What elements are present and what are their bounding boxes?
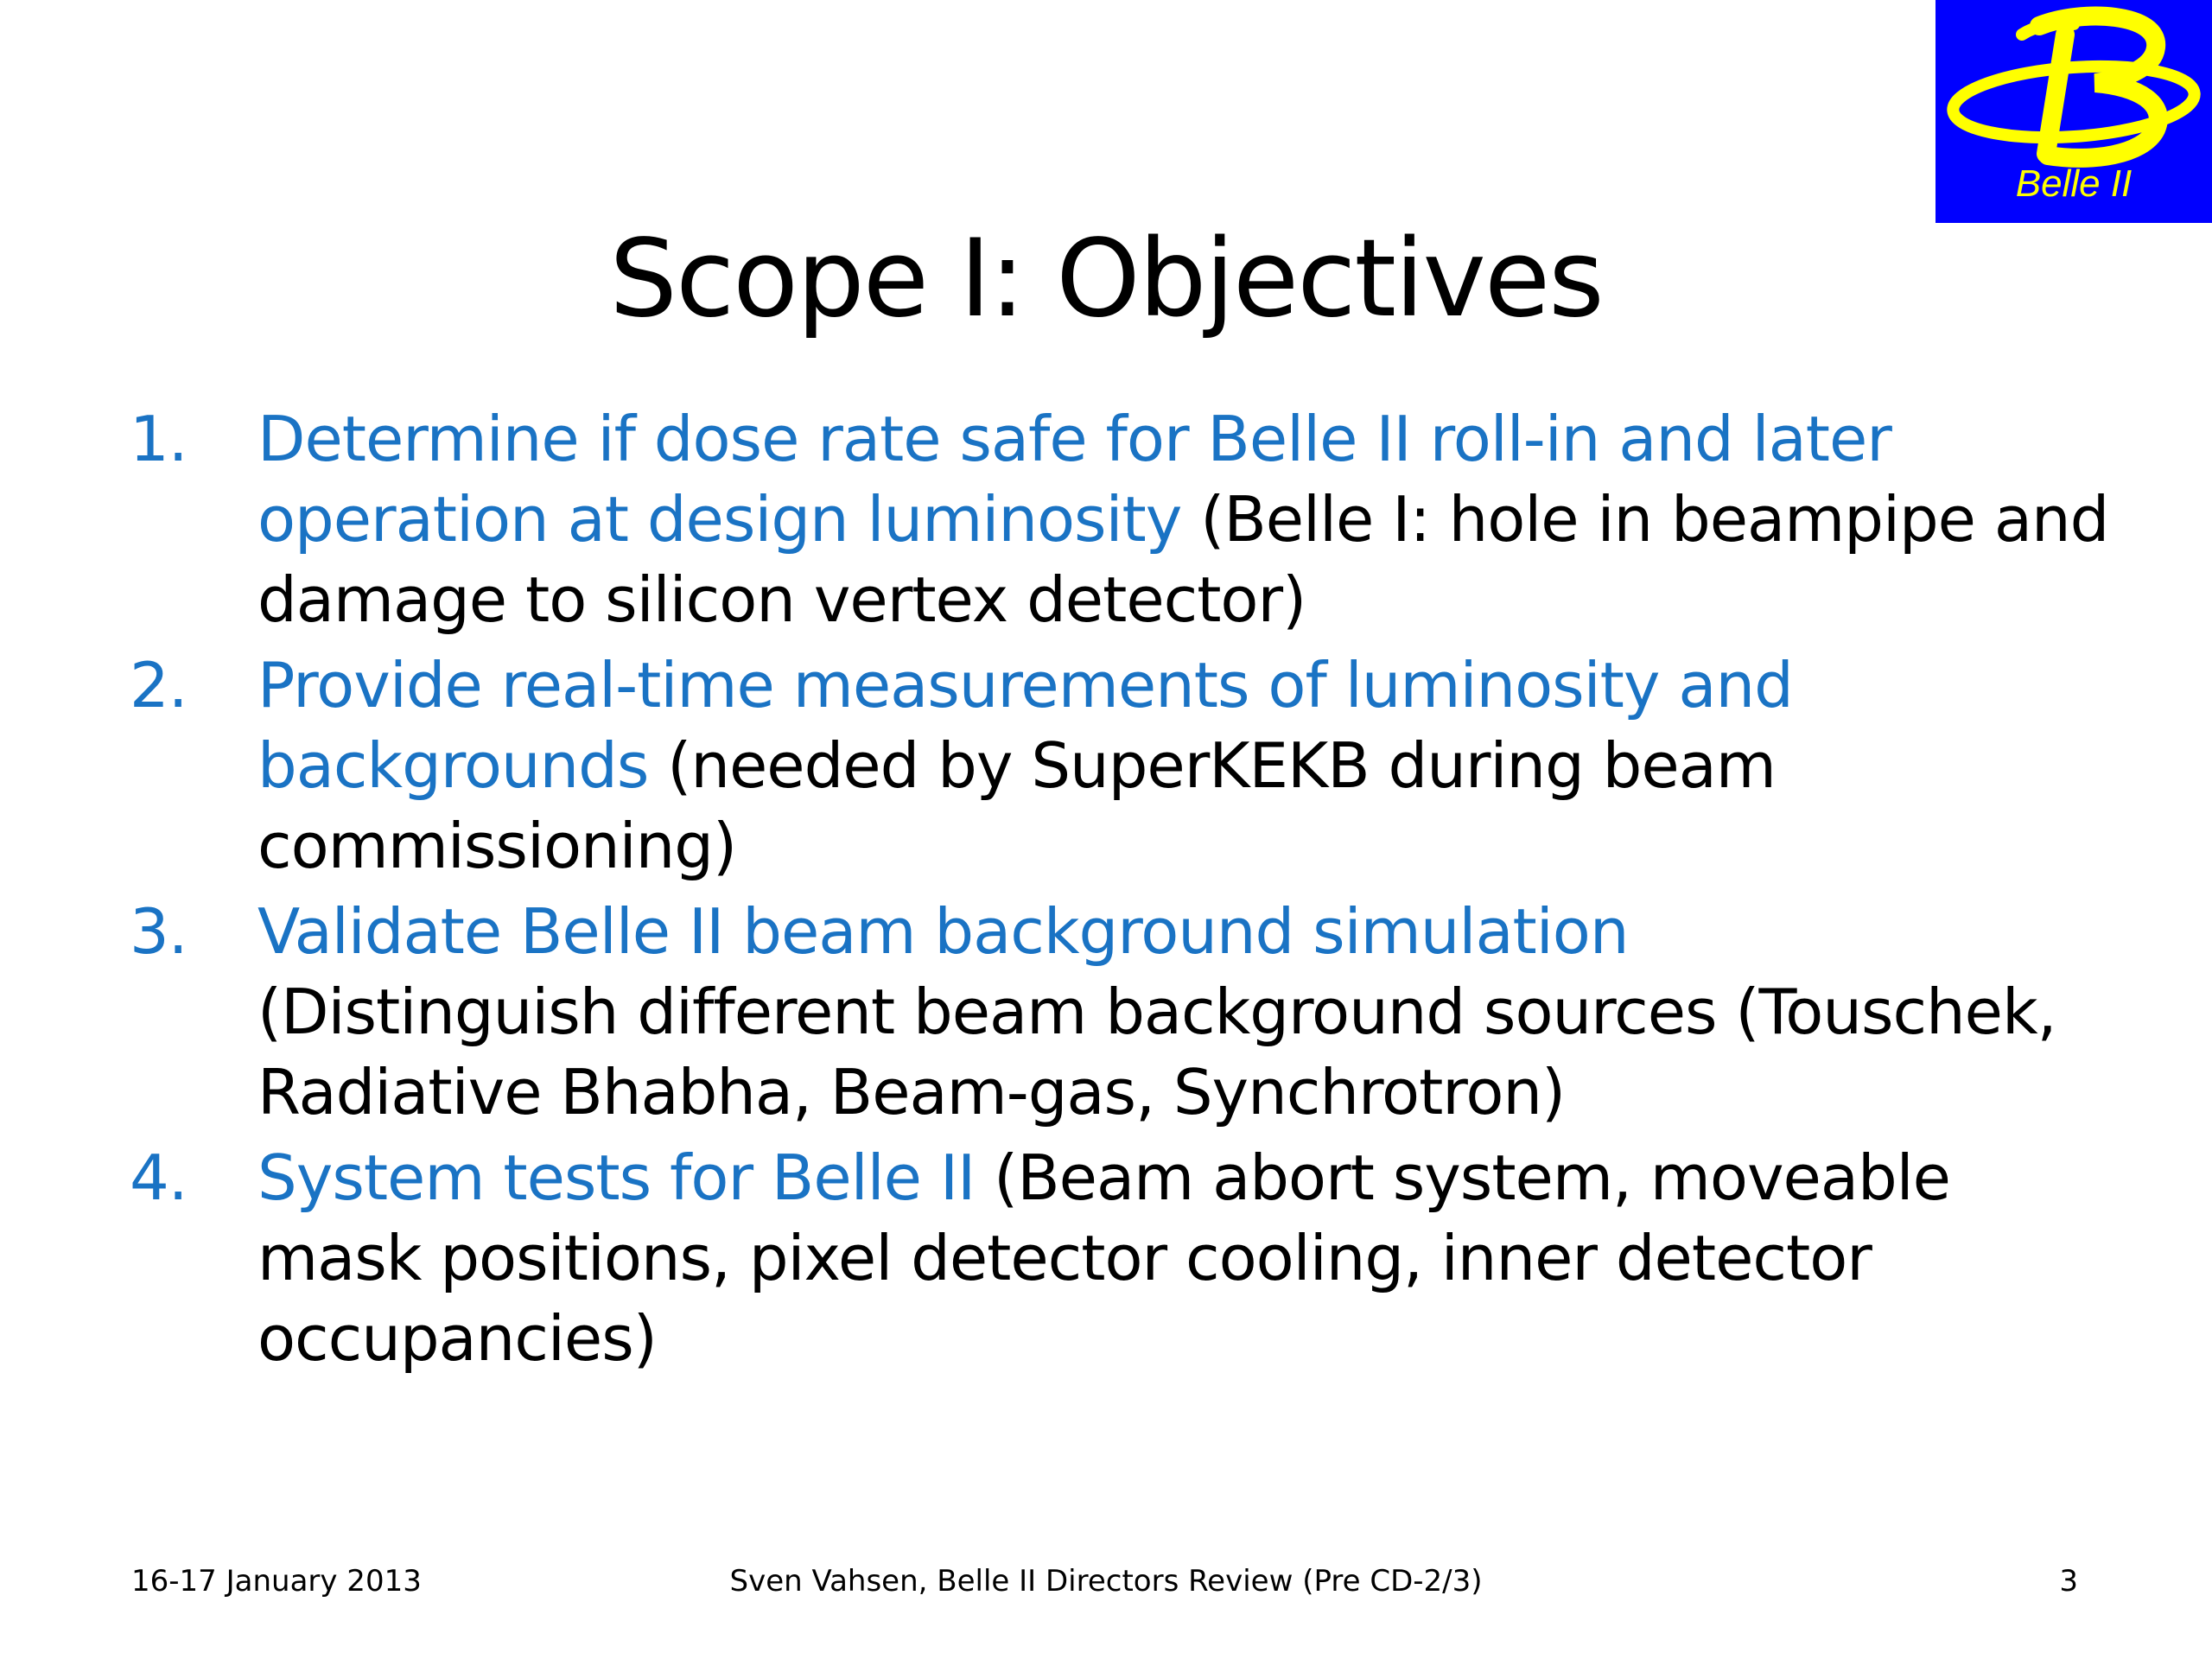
objective-number: 1. — [130, 403, 188, 475]
belle-ii-logo — [1936, 0, 2212, 223]
footer-presenter: Sven Vahsen, Belle II Directors Review (Pre CD-2/3) — [729, 1564, 1483, 1599]
objective-headline: System tests for Belle II — [257, 1141, 976, 1214]
objective-number: 3. — [130, 895, 188, 968]
objective-item — [130, 399, 2126, 640]
footer-date: 16-17 January 2013 — [131, 1564, 422, 1599]
objective-item — [130, 892, 2126, 1133]
slide-title: Scope I: Objectives — [609, 217, 1603, 342]
page-number: 3 — [2059, 1564, 2078, 1599]
objective-number: 2. — [130, 649, 188, 721]
logo-label: Belle II — [2015, 162, 2133, 205]
objective-headline: Validate Belle II beam background simulation — [257, 895, 1629, 968]
objective-detail: (Beam abort system, moveable mask positions, pixel detector cooling, inner detector occupancies) — [257, 1141, 1950, 1375]
objective-detail: (Distinguish different beam background sources (Touschek, Radiative Bhabha, Beam-gas, Synchrotron) — [257, 976, 2056, 1128]
objective-item — [130, 1138, 2126, 1379]
objective-headline: Provide real-time measurements of luminosity and backgrounds — [257, 649, 1793, 802]
objective-headline: Determine if dose rate safe for Belle II roll-in and later operation at design luminosity — [257, 403, 1891, 556]
objective-item — [130, 645, 2126, 887]
objective-detail: (Belle I: hole in beampipe and damage to silicon vertex detector) — [257, 483, 2109, 636]
objective-number: 4. — [130, 1141, 188, 1214]
objectives-list — [130, 399, 2126, 1384]
objective-detail: (needed by SuperKEKB during beam commissioning) — [257, 729, 1776, 882]
